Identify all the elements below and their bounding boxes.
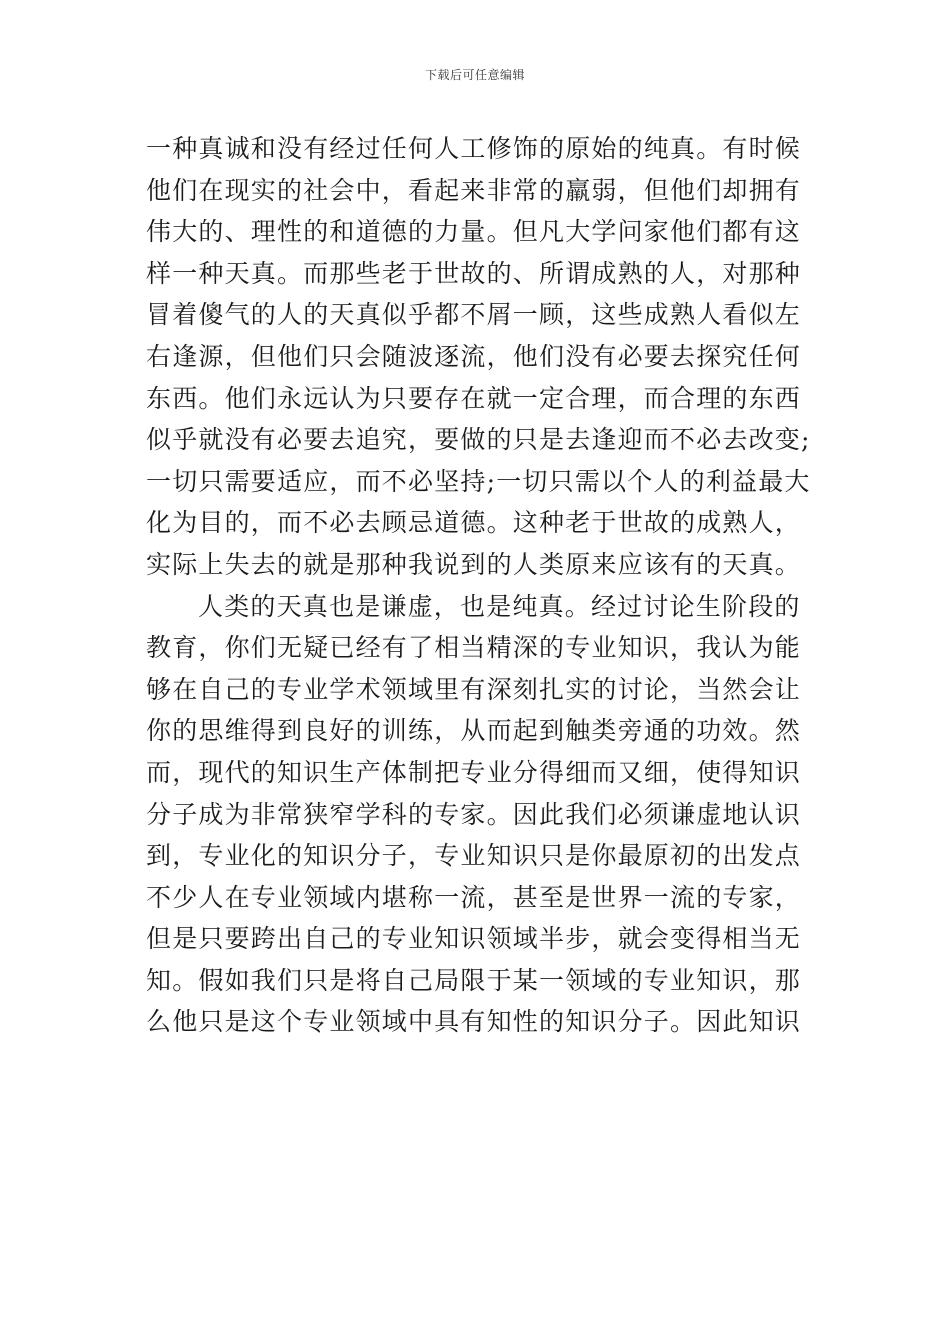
paragraph-line: 一种真诚和没有经过任何人工修饰的原始的纯真。有时候 [146,134,802,163]
paragraph-line: 你的思维得到良好的训练，从而起到触类旁通的功效。然 [146,716,802,746]
page-header-note: 下载后可任意编辑 [424,68,525,82]
paragraph-line: 么他只是这个专业领域中具有知性的知识分子。因此知识 [146,1007,802,1037]
paragraph-line: 不少人在专业领域内堪称一流，甚至是世界一流的专家， [146,882,802,912]
paragraph-line: 化为目的，而不必去顾忌道德。这种老于世故的成熟人， [146,508,802,538]
paragraph-line: 伟大的、理性的和道德的力量。但凡大学问家他们都有这 [146,217,802,247]
paragraph-line: 知。假如我们只是将自己局限于某一领域的专业知识，那 [146,965,802,995]
paragraph-2 [146,586,811,1044]
paragraph-line: 他们在现实的社会中，看起来非常的羸弱，但他们却拥有 [146,175,802,205]
paragraph-line: 似乎就没有必要去追究，要做的只是去逢迎而不必去改变; [146,425,811,455]
paragraph-line: 分子成为非常狭窄学科的专家。因此我们必须谦虚地认识 [146,799,802,829]
paragraph-line: 一切只需要适应，而不必坚持;一切只需以个人的利益最大 [146,466,811,496]
paragraph-line: 样一种天真。而那些老于世故的、所谓成熟的人，对那种 [146,258,802,288]
paragraph-line: 而，现代的知识生产体制把专业分得细而又细，使得知识 [146,757,802,787]
paragraph-line: 到，专业化的知识分子，专业知识只是你最原初的出发点 [146,841,802,871]
paragraph-line: 冒着傻气的人的天真似乎都不屑一顾，这些成熟人看似左 [146,300,802,330]
paragraph-line: 东西。他们永远认为只要存在就一定合理，而合理的东西 [146,383,802,413]
paragraph-line: 右逢源，但他们只会随波逐流，他们没有必要去探究任何 [146,341,802,371]
paragraph-line: 够在自己的专业学术领域里有深刻扎实的讨论，当然会让 [146,674,802,704]
paragraph-line: 但是只要跨出自己的专业知识领域半步，就会变得相当无 [146,924,802,954]
paragraph-line: 教育，你们无疑已经有了相当精深的专业知识，我认为能 [146,633,802,663]
paragraph-line: 实际上失去的就是那种我说到的人类原来应该有的天真。 [146,549,802,579]
document-body [146,128,811,1043]
paragraph-first-line: 人类的天真也是谦虚，也是纯真。经过讨论生阶段的 [198,591,801,621]
paragraph-1 [146,128,811,586]
